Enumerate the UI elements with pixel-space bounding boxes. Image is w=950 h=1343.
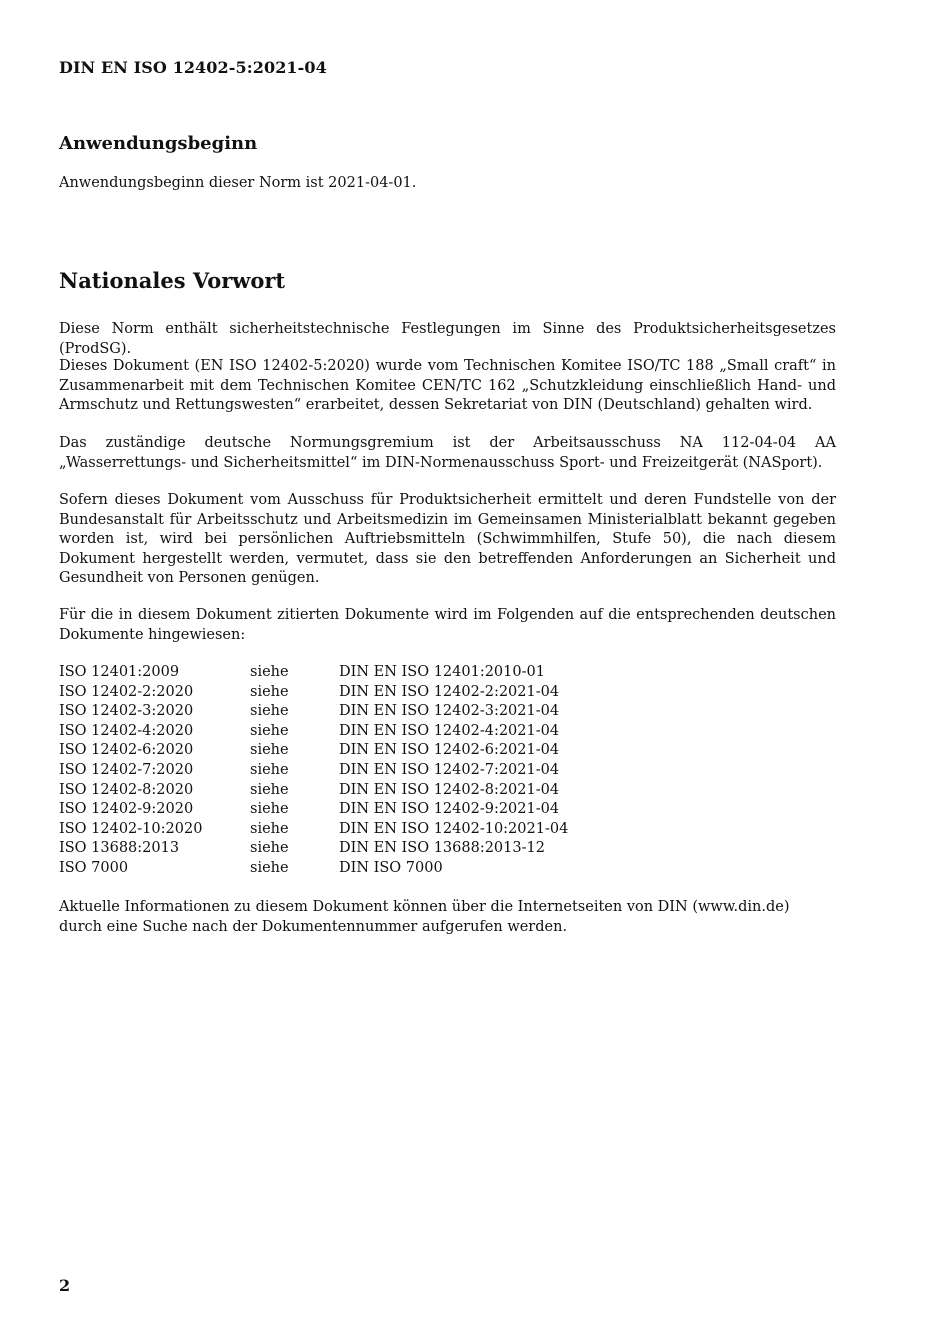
reference-iso-cell: ISO 12402-10:2020	[59, 820, 203, 837]
reference-see-cell: siehe	[250, 801, 289, 818]
reference-row	[59, 761, 639, 781]
reference-iso-cell: ISO 12402-8:2020	[59, 781, 194, 798]
reference-iso-cell: ISO 12401:2009	[59, 664, 180, 680]
reference-din-cell: DIN EN ISO 12402-10:2021-04	[339, 820, 569, 837]
reference-iso-cell: ISO 12402-4:2020	[59, 722, 194, 739]
reference-din-cell: DIN EN ISO 12402-9:2021-04	[339, 801, 560, 818]
reference-row	[59, 800, 639, 820]
reference-iso-cell: ISO 12402-6:2020	[59, 742, 194, 759]
reference-table	[59, 663, 639, 879]
reference-row	[59, 683, 639, 703]
reference-see-cell: siehe	[250, 840, 289, 857]
reference-row	[59, 781, 639, 801]
reference-row	[59, 859, 639, 879]
reference-din-cell: DIN EN ISO 12402-2:2021-04	[339, 683, 560, 700]
paragraph-standards-body: Das zuständige deutsche Normungsgremium ist der Arbeitsausschuss NA 112-04-04 AA „Wasserrettungs- und Sicherheitsmittel“ im DIN-Normenausschuss Sport- und Freizeitgerät (NASport).	[59, 435, 836, 471]
reference-see-cell: siehe	[250, 703, 289, 720]
page-number: 2	[59, 1276, 71, 1295]
reference-see-cell: siehe	[250, 722, 289, 739]
reference-see-cell: siehe	[250, 761, 289, 778]
reference-iso-cell: ISO 12402-7:2020	[59, 761, 194, 778]
reference-row	[59, 663, 639, 683]
reference-din-cell: DIN EN ISO 12402-7:2021-04	[339, 761, 560, 778]
reference-see-cell: siehe	[250, 664, 289, 680]
paragraph-prodsg: Diese Norm enthält sicherheitstechnische Festlegungen im Sinne des Produktsicherheitsgesetzes (ProdSG).	[59, 321, 836, 357]
reference-see-cell: siehe	[250, 683, 289, 700]
reference-iso-cell: ISO 13688:2013	[59, 840, 180, 857]
reference-iso-cell: ISO 12402-2:2020	[59, 683, 194, 700]
paragraph-committee: Dieses Dokument (EN ISO 12402-5:2020) wurde vom Technischen Komitee ISO/TC 188 „Small craft“ in Zusammenarbeit mit dem Technischen Komitee CEN/TC 162 „Schutzkleidung einschließlich Hand- und Armschutz und Rettungswesten“ erarbeitet, dessen Sekretariat von DIN (Deutschland) gehalten wird.	[59, 358, 836, 414]
reference-din-cell: DIN EN ISO 12402-3:2021-04	[339, 703, 560, 720]
heading-anwendungsbeginn: Anwendungsbeginn	[59, 133, 258, 154]
reference-iso-cell: ISO 12402-9:2020	[59, 801, 194, 818]
reference-row	[59, 741, 639, 761]
reference-see-cell: siehe	[250, 820, 289, 837]
paragraph-cited-documents: Für die in diesem Dokument zitierten Dokumente wird im Folgenden auf die entsprechenden deutschen Dokumente hingewiesen:	[59, 607, 836, 643]
reference-iso-cell: ISO 7000	[59, 859, 129, 876]
reference-iso-cell: ISO 12402-3:2020	[59, 703, 194, 720]
reference-table-body	[59, 663, 639, 879]
reference-din-cell: DIN EN ISO 12402-4:2021-04	[339, 722, 560, 739]
reference-din-cell: DIN ISO 7000	[339, 859, 443, 876]
reference-din-cell: DIN EN ISO 13688:2013-12	[339, 840, 545, 857]
reference-row	[59, 839, 639, 859]
reference-see-cell: siehe	[250, 859, 289, 876]
reference-row	[59, 820, 639, 840]
heading-nationales-vorwort: Nationales Vorwort	[59, 268, 286, 293]
paragraph-product-safety: Sofern dieses Dokument vom Ausschuss für Produktsicherheit ermittelt und deren Fundstelle von der Bundesanstalt für Arbeitsschutz und Arbeitsmedizin im Gemeinsamen Ministerialblatt bekannt gegeben worden ist, wird bei persönlichen Auftriebsmitteln (Schwimmhilfen, Stufe 50), die nach diesem Dokument hergestellt werden, vermutet, dass sie den betreffenden Anforderungen an Sicherheit und Gesundheit von Personen genügen.	[59, 492, 836, 587]
reference-din-cell: DIN EN ISO 12402-6:2021-04	[339, 742, 560, 759]
reference-din-cell: DIN EN ISO 12402-8:2021-04	[339, 781, 560, 798]
reference-row	[59, 702, 639, 722]
document-id-header: DIN EN ISO 12402-5:2021-04	[59, 58, 327, 77]
reference-see-cell: siehe	[250, 781, 289, 798]
reference-din-cell: DIN EN ISO 12401:2010-01	[339, 664, 545, 680]
paragraph-anwendungsbeginn: Anwendungsbeginn dieser Norm ist 2021-04-01.	[59, 175, 417, 191]
reference-row	[59, 722, 639, 742]
paragraph-din-website: Aktuelle Informationen zu diesem Dokument können über die Internetseiten von DIN (www.din.de) durch eine Suche nach der Dokumentennummer aufgerufen werden.	[59, 899, 790, 935]
reference-see-cell: siehe	[250, 742, 289, 759]
